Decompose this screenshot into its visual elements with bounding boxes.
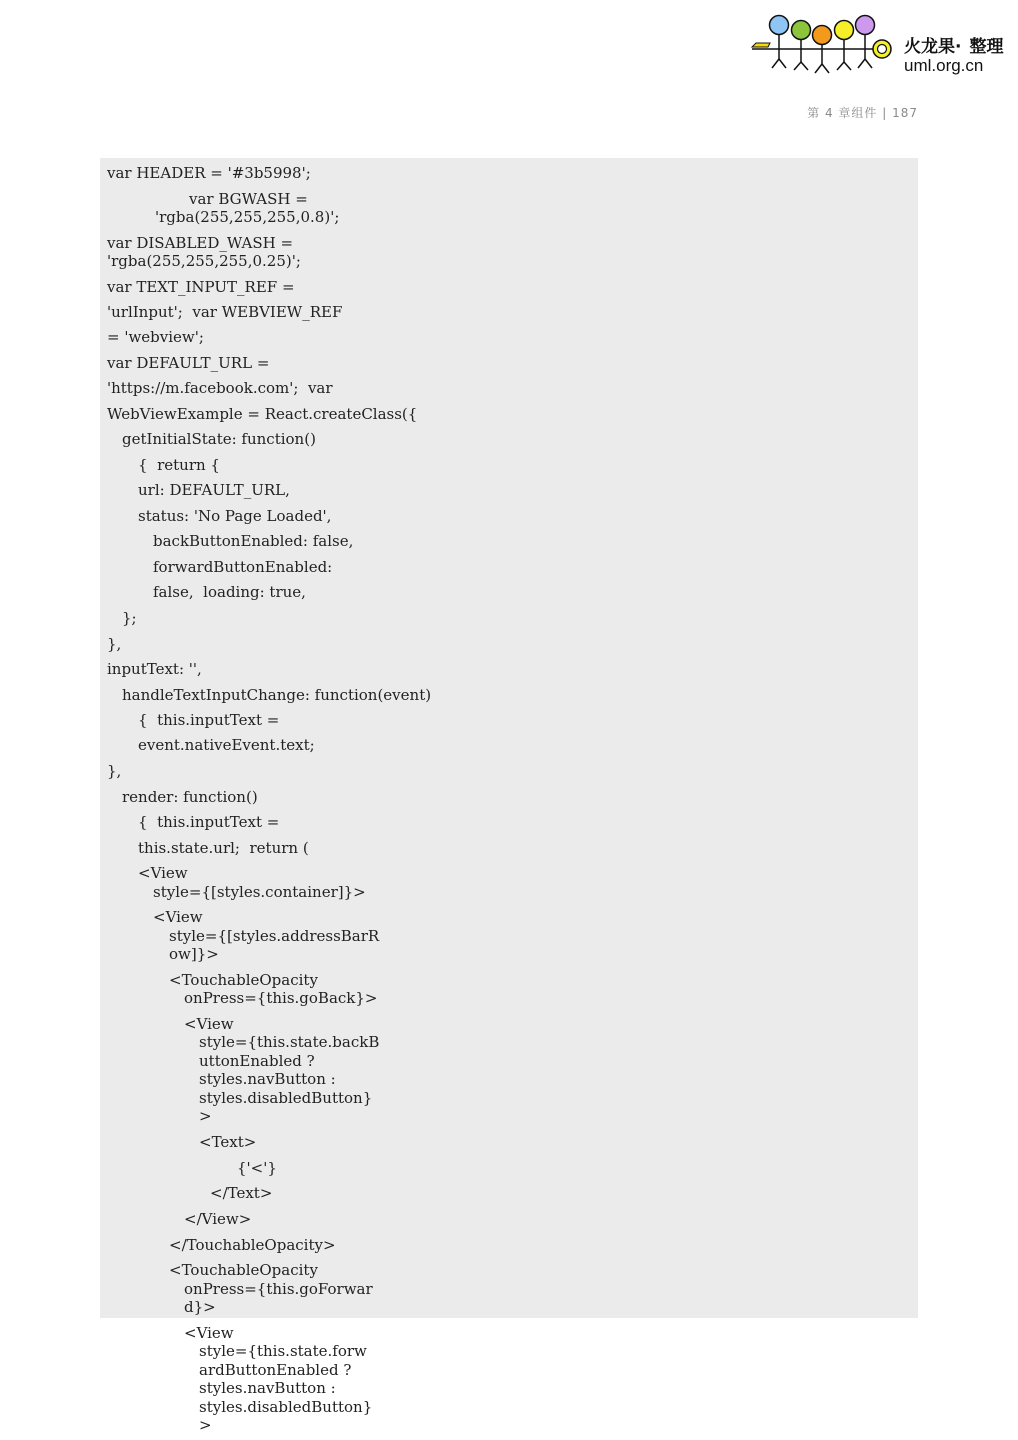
running-header: 第 4 章组件 | 187 xyxy=(807,106,918,120)
code-line: <Text> xyxy=(199,1133,257,1151)
code-line: event.nativeEvent.text; xyxy=(138,736,315,754)
code-line: ow]}> xyxy=(169,945,219,963)
code-line: styles.disabledButton} xyxy=(199,1089,373,1107)
code-line: var BGWASH = xyxy=(189,190,308,208)
code-line: style={this.state.backB xyxy=(199,1033,380,1051)
code-line: this.state.url; return ( xyxy=(138,839,309,857)
code-line: render: function() xyxy=(122,788,258,806)
code-line: style={[styles.addressBarR xyxy=(169,927,380,945)
code-line: url: DEFAULT_URL, xyxy=(138,481,290,499)
code-line: { return { xyxy=(138,456,220,474)
logo-action-text: 整理 xyxy=(969,37,1004,57)
code-line: = 'webview'; xyxy=(107,328,204,346)
code-line: { this.inputText = xyxy=(138,813,280,831)
code-line: var DEFAULT_URL = xyxy=(107,354,270,372)
code-line: > xyxy=(199,1107,212,1125)
code-line: 'urlInput'; var WEBVIEW_REF xyxy=(107,303,343,321)
code-line: }, xyxy=(107,762,122,780)
code-line: <View xyxy=(184,1015,234,1033)
code-line: style={[styles.container]}> xyxy=(153,883,366,901)
code-line: <View xyxy=(153,908,203,926)
code-line: forwardButtonEnabled: xyxy=(153,558,333,576)
code-line: style={this.state.forw xyxy=(199,1342,367,1360)
code-line: <View xyxy=(184,1324,234,1342)
code-line: WebViewExample = React.createClass({ xyxy=(107,405,418,423)
code-line: 'rgba(255,255,255,0.8)'; xyxy=(155,208,340,226)
code-line: onPress={this.goForwar xyxy=(184,1280,373,1298)
code-line: {'<'} xyxy=(237,1159,277,1177)
code-line: var TEXT_INPUT_REF = xyxy=(107,278,295,296)
code-line: var HEADER = '#3b5998'; xyxy=(107,164,311,182)
code-line: false, loading: true, xyxy=(153,583,306,601)
code-line: }; xyxy=(122,609,137,627)
code-line: styles.navButton : xyxy=(199,1070,336,1088)
site-logo xyxy=(748,12,1010,76)
code-line: styles.navButton : xyxy=(199,1379,336,1397)
code-line: onPress={this.goBack}> xyxy=(184,989,378,1007)
code-line: <TouchableOpacity xyxy=(169,971,318,989)
code-line: uttonEnabled ? xyxy=(199,1052,315,1070)
code-line: 'rgba(255,255,255,0.25)'; xyxy=(107,252,301,270)
code-line: </TouchableOpacity> xyxy=(169,1236,336,1254)
logo-name-text: 火龙果· xyxy=(904,37,962,57)
logo-site-name xyxy=(904,32,1003,57)
code-line: backButtonEnabled: false, xyxy=(153,532,354,550)
code-line: <View xyxy=(138,864,188,882)
code-line: ardButtonEnabled ? xyxy=(199,1361,352,1379)
code-line: status: 'No Page Loaded', xyxy=(138,507,332,525)
code-line: > xyxy=(199,1416,212,1434)
code-line: getInitialState: function() xyxy=(122,430,316,448)
code-line: <TouchableOpacity xyxy=(169,1261,318,1279)
code-line: { this.inputText = xyxy=(138,711,280,729)
code-line: styles.disabledButton} xyxy=(199,1398,373,1416)
code-line: d}> xyxy=(184,1298,216,1316)
code-line: var DISABLED_WASH = xyxy=(107,234,294,252)
code-line: </Text> xyxy=(210,1184,273,1202)
code-line: inputText: '', xyxy=(107,660,202,678)
logo-domain: uml.org.cn xyxy=(904,56,984,75)
stick-figures-logo-icon xyxy=(748,12,898,76)
code-line: handleTextInputChange: function(event) xyxy=(122,686,432,704)
code-line: }, xyxy=(107,635,122,653)
code-line: 'https://m.facebook.com'; var xyxy=(107,379,333,397)
code-line: </View> xyxy=(184,1210,252,1228)
